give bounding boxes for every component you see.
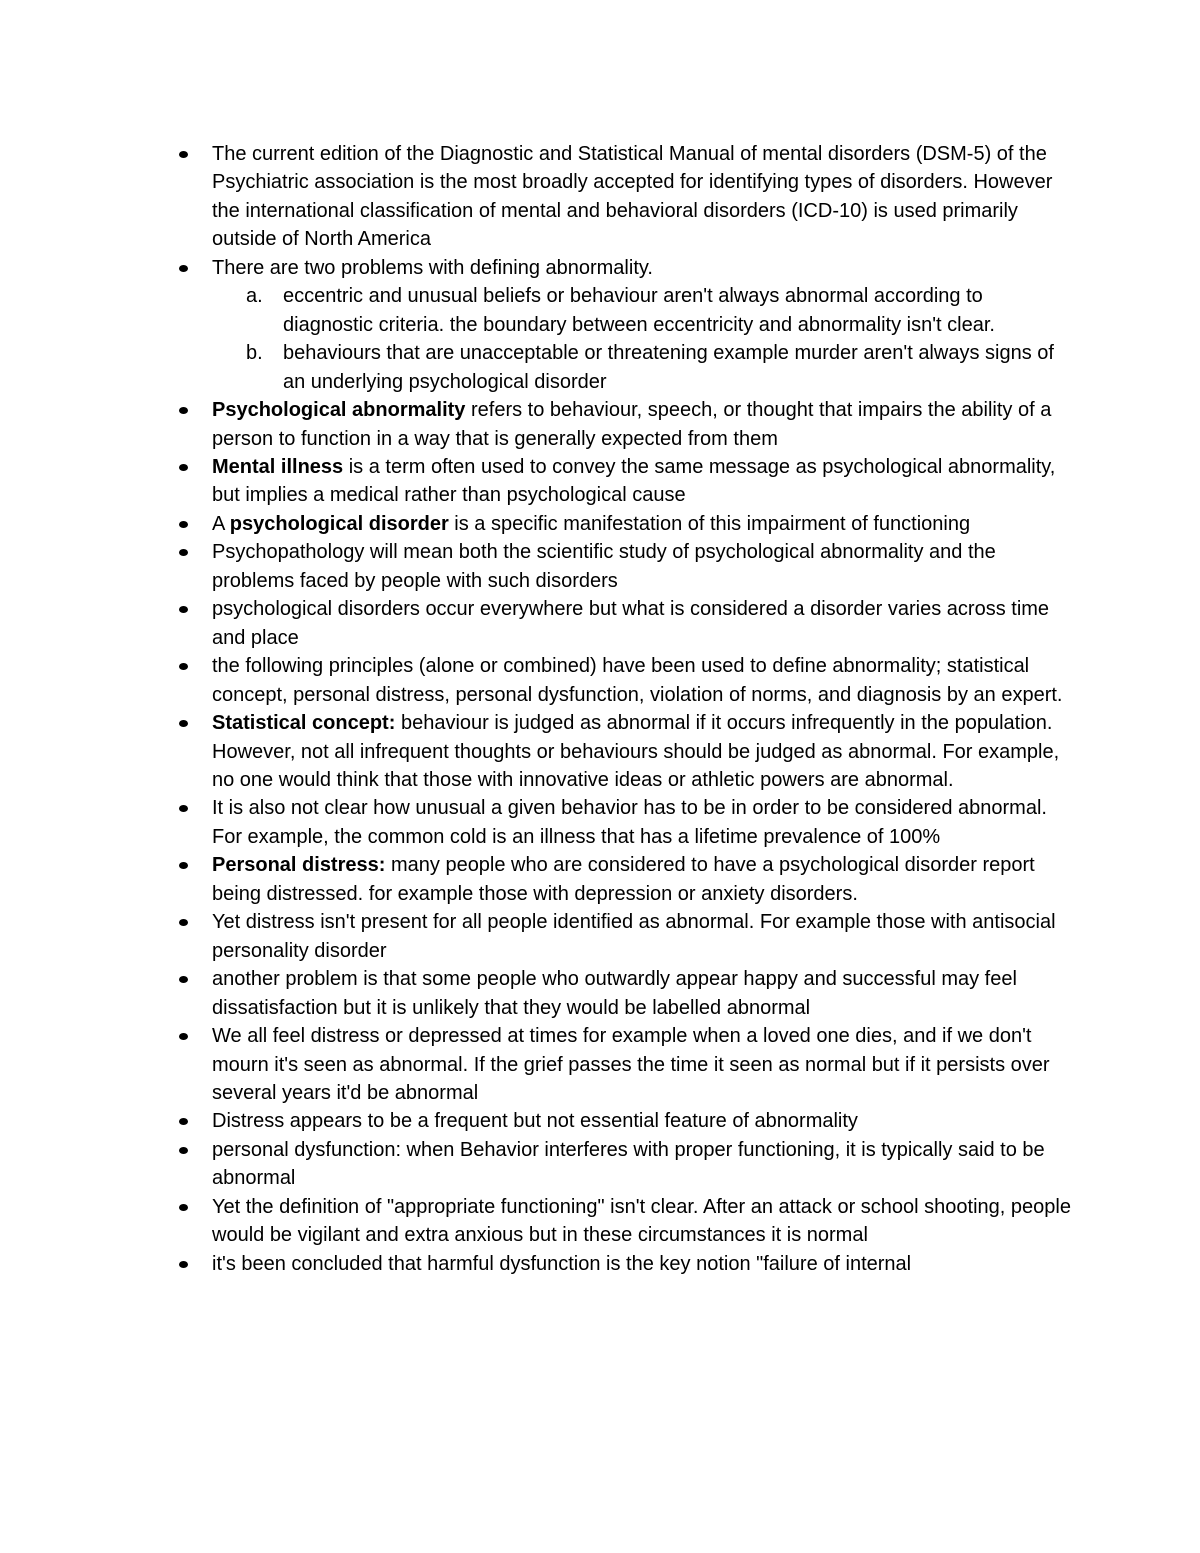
bullet-icon [179,862,188,869]
bullet-icon [179,805,188,812]
sub-item-text: eccentric and unusual beliefs or behaviour aren't always abnormal according to diagnostic criteria. the boundary between eccentricity and abnormality isn't clear. [283,285,995,336]
bullet-icon [179,720,188,727]
sub-list [212,282,1076,396]
item-text: It is also not clear how unusual a given behavior has to be in order to be considered abnormal. For example, the common cold is an illness that has a lifetime prevalence of 100% [212,797,1047,848]
list-item [176,709,1076,794]
bullet-icon [179,407,188,414]
item-text: There are two problems with defining abnormality. [212,256,653,279]
list-item [176,1250,1076,1278]
sub-item-marker: a. [246,285,263,308]
item-text: the following principles (alone or combined) have been used to define abnormality; statistical concept, personal distress, personal dysfunction, violation of norms, and diagnosis by an expert. [212,655,1063,706]
item-bold-term: psychological disorder [229,512,449,535]
bullet-icon [179,1147,188,1154]
list-item [176,1136,1076,1193]
list-item [176,908,1076,965]
item-prefix: A [212,512,230,535]
bullet-icon [179,521,188,528]
item-text: refers to behaviour, speech, or thought that impairs the ability of a person to function in a way that is generally expected from them [212,399,1052,450]
bullet-icon [179,1033,188,1040]
list-item [176,1022,1076,1107]
item-bold-term: Statistical concept: [212,712,396,735]
item-text: behaviour is judged as abnormal if it occurs infrequently in the population. However, not all infrequent thoughts or behaviours should be judged as abnormal. For example, no one would think that those with innovative ideas or athletic powers are abnormal. [212,712,1060,791]
item-text: is a term often used to convey the same message as psychological abnormality, but implies a medical rather than psychological cause [212,455,1056,507]
list-item [176,396,1076,453]
bullet-icon [179,464,188,471]
bullet-icon [179,151,188,158]
bullet-icon [179,549,188,556]
bullet-icon [179,265,188,272]
bullet-icon [179,663,188,670]
list-item [176,1107,1076,1135]
list-item [176,254,1076,396]
bullet-icon [179,1204,188,1211]
list-item [176,538,1076,595]
item-bold-term: Mental illness [212,455,344,478]
bullet-icon [179,1118,188,1125]
sub-list-item [212,339,1076,396]
sub-item-marker: b. [246,342,263,365]
list-item [176,140,1076,254]
item-text: Yet distress isn't present for all people identified as abnormal. For example those with antisocial personality disorder [212,911,1056,962]
item-text: another problem is that some people who outwardly appear happy and successful may feel dissatisfaction but it is unlikely that they would be labelled abnormal [212,968,1017,1019]
item-text: it's been concluded that harmful dysfunction is the key notion "failure of internal [212,1252,912,1275]
item-text: Yet the definition of "appropriate functioning" isn't clear. After an attack or school shooting, people would be vigilant and extra anxious but in these circumstances it is normal [212,1195,1071,1247]
item-bold-term: Personal distress: [212,854,386,877]
bullet-icon [179,606,188,613]
item-text: many people who are considered to have a psychological disorder report being distressed. for example those with depression or anxiety disorders. [212,854,1035,905]
item-text: personal dysfunction: when Behavior interferes with proper functioning, it is typically said to be abnormal [212,1138,1045,1190]
sub-list-item [212,282,1076,339]
bullet-icon [179,1261,188,1268]
list-item [176,851,1076,908]
item-bold-term: Psychological abnormality [212,399,466,422]
list-item [176,965,1076,1022]
item-text: psychological disorders occur everywhere but what is considered a disorder varies across time and place [212,598,1050,649]
item-text: Distress appears to be a frequent but not essential feature of abnormality [212,1110,858,1133]
item-text: We all feel distress or depressed at times for example when a loved one dies, and if we don't mourn it's seen as abnormal. If the grief passes the time it seen as normal but if it persists over several years it'd be abnormal [212,1025,1050,1104]
bullet-icon [179,919,188,926]
list-item [176,510,1076,538]
list-item [176,794,1076,851]
list-item [176,652,1076,709]
item-text: is a specific manifestation of this impairment of functioning [448,512,971,535]
sub-item-text: behaviours that are unacceptable or threatening example murder aren't always signs of an underlying psychological disorder [283,342,1054,393]
bullet-icon [179,976,188,983]
notes-bullet-list [176,140,1076,1278]
item-text: Psychopathology will mean both the scientific study of psychological abnormality and the problems faced by people with such disorders [212,541,996,592]
list-item [176,595,1076,652]
item-text: The current edition of the Diagnostic and Statistical Manual of mental disorders (DSM-5) of the Psychiatric association is the most broadly accepted for identifying types of disorders. However the international classification of mental and behavioral disorders (ICD-10) is used primarily outside of North America [212,143,1053,251]
list-item [176,1193,1076,1250]
list-item [176,453,1076,510]
